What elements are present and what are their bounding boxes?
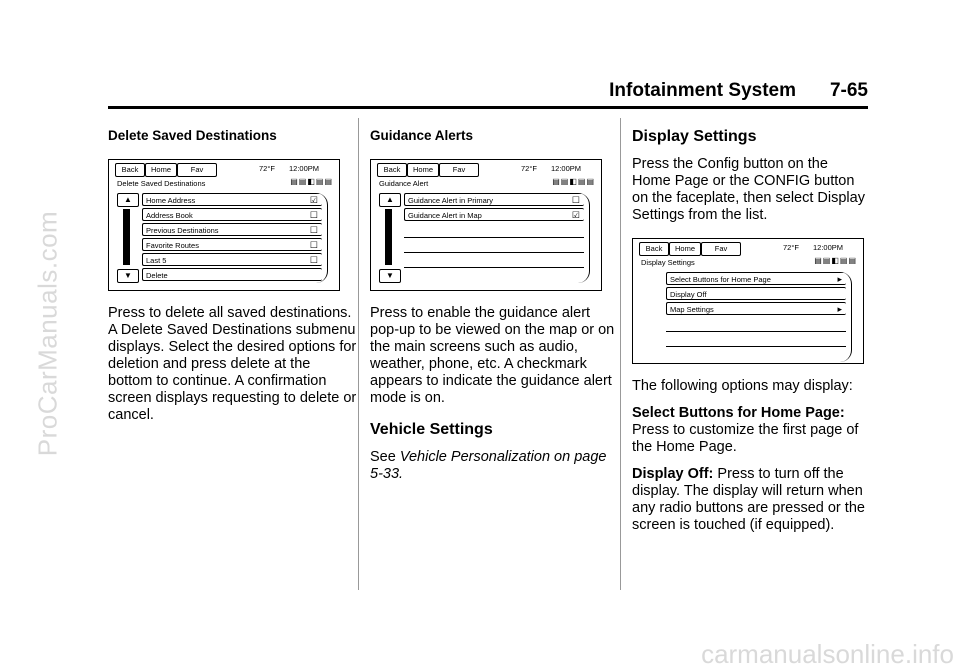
- cross-reference-link[interactable]: Vehicle Personalization on page 5-33.: [370, 449, 607, 482]
- screen-title: Delete Saved Destinations: [117, 179, 206, 188]
- footer-watermark: carmanualsonline.info: [701, 639, 954, 669]
- back-tab[interactable]: Back: [377, 163, 407, 177]
- status-icons: ▤▤◧▤▤: [814, 256, 857, 265]
- scroll-up-icon[interactable]: ▲: [379, 193, 401, 207]
- list-item[interactable]: Favorite Routes ☐: [142, 238, 322, 251]
- caption-delete-saved: Delete Saved Destinations: [108, 128, 277, 143]
- checkbox-icon[interactable]: ☑: [309, 195, 318, 205]
- empty-row-divider: [404, 237, 584, 238]
- back-tab[interactable]: Back: [115, 163, 145, 177]
- column-display-settings: [632, 128, 870, 544]
- fav-tab[interactable]: Fav: [439, 163, 479, 177]
- list-item[interactable]: Guidance Alert in Primary ☐: [404, 193, 584, 206]
- list-item[interactable]: Last 5 ☐: [142, 253, 322, 266]
- heading-vehicle-settings: Vehicle Settings: [370, 421, 493, 438]
- page-number: 7-65: [829, 80, 868, 101]
- screen-delete-saved: [108, 159, 340, 291]
- clock: 12:00PM: [813, 243, 844, 252]
- option-list: [142, 193, 328, 283]
- empty-row-divider: [666, 346, 846, 347]
- checkbox-icon[interactable]: ☑: [571, 210, 580, 220]
- body-guidance-alerts: Press to enable the guidance alert pop-up to be viewed on the map or on the main screens such as audio, weather, phone, etc. A checkmark appears to indicate the guidance alert mode is on.: [370, 305, 615, 406]
- back-tab[interactable]: Back: [639, 242, 669, 256]
- list-item[interactable]: Select Buttons for Home Page ▸: [666, 272, 846, 285]
- chevron-right-icon: ▸: [837, 304, 842, 314]
- empty-row-divider: [666, 331, 846, 332]
- screen-title: Guidance Alert: [379, 179, 429, 188]
- scroll-control[interactable]: [117, 193, 137, 281]
- option-list: [404, 193, 590, 283]
- list-item[interactable]: Address Book ☐: [142, 208, 322, 221]
- caption-guidance-alerts: Guidance Alerts: [370, 128, 474, 143]
- option-display-off: Display Off: Press to turn off the display. The display will return when any radio buttons are pressed or the screen is touched (if equipped).: [632, 466, 865, 533]
- column-guidance-alerts: [370, 128, 620, 493]
- screen-guidance-alert: [370, 159, 602, 291]
- option-select-buttons: Select Buttons for Home Page: Press to customize the first page of the Home Page.: [632, 405, 859, 455]
- scroll-down-icon[interactable]: ▼: [379, 269, 401, 283]
- temperature: 72°F: [521, 164, 537, 173]
- scrollbar[interactable]: [385, 209, 392, 265]
- list-item[interactable]: Guidance Alert in Map ☑: [404, 208, 584, 221]
- clock: 12:00PM: [289, 164, 320, 173]
- status-icons: ▤▤◧▤▤: [552, 177, 595, 186]
- chevron-right-icon: ▸: [837, 274, 842, 284]
- clock: 12:00PM: [551, 164, 582, 173]
- status-icons: ▤▤◧▤▤: [290, 177, 333, 186]
- heading-display-settings: Display Settings: [632, 128, 757, 145]
- empty-row-divider: [404, 252, 584, 253]
- home-tab[interactable]: Home: [669, 242, 701, 256]
- checkbox-icon[interactable]: ☐: [309, 210, 318, 220]
- section-title: Infotainment System: [609, 80, 796, 101]
- screen-title: Display Settings: [641, 258, 695, 267]
- delete-button[interactable]: Delete: [142, 268, 322, 281]
- scroll-up-icon[interactable]: ▲: [117, 193, 139, 207]
- scroll-control[interactable]: [379, 193, 399, 281]
- fav-tab[interactable]: Fav: [701, 242, 741, 256]
- checkbox-icon[interactable]: ☐: [309, 255, 318, 265]
- checkbox-icon[interactable]: ☐: [309, 225, 318, 235]
- options-intro: The following options may display:: [632, 378, 853, 394]
- body-delete-saved: Press to delete all saved destinations. A Delete Saved Destinations submenu displays. Select the desired options for deletion and press delete at the bottom to continue. A confirmation screen displays requesting to delete or cancel.: [108, 305, 357, 423]
- watermark: ProCarManuals.com: [32, 210, 63, 457]
- checkbox-icon[interactable]: ☐: [309, 240, 318, 250]
- scroll-down-icon[interactable]: ▼: [117, 269, 139, 283]
- list-item[interactable]: Display Off: [666, 287, 846, 300]
- empty-row-divider: [404, 267, 584, 268]
- column-delete-saved: [108, 128, 358, 434]
- vehicle-settings-ref: See Vehicle Personalization on page 5-33.: [370, 449, 607, 482]
- list-item[interactable]: Map Settings ▸: [666, 302, 846, 315]
- screen-display-settings: [632, 238, 864, 364]
- temperature: 72°F: [783, 243, 799, 252]
- home-tab[interactable]: Home: [407, 163, 439, 177]
- checkbox-icon[interactable]: ☐: [571, 195, 580, 205]
- list-item[interactable]: Previous Destinations ☐: [142, 223, 322, 236]
- scrollbar[interactable]: [123, 209, 130, 265]
- home-tab[interactable]: Home: [145, 163, 177, 177]
- list-item[interactable]: Home Address ☑: [142, 193, 322, 206]
- body-display-intro: Press the Config button on the Home Page or the CONFIG button on the faceplate, then select Display Settings from the list.: [632, 156, 865, 223]
- temperature: 72°F: [259, 164, 275, 173]
- page-header: [108, 80, 868, 109]
- fav-tab[interactable]: Fav: [177, 163, 217, 177]
- column-divider-left: [358, 118, 359, 590]
- column-divider-right: [620, 118, 621, 590]
- option-list: [666, 272, 852, 362]
